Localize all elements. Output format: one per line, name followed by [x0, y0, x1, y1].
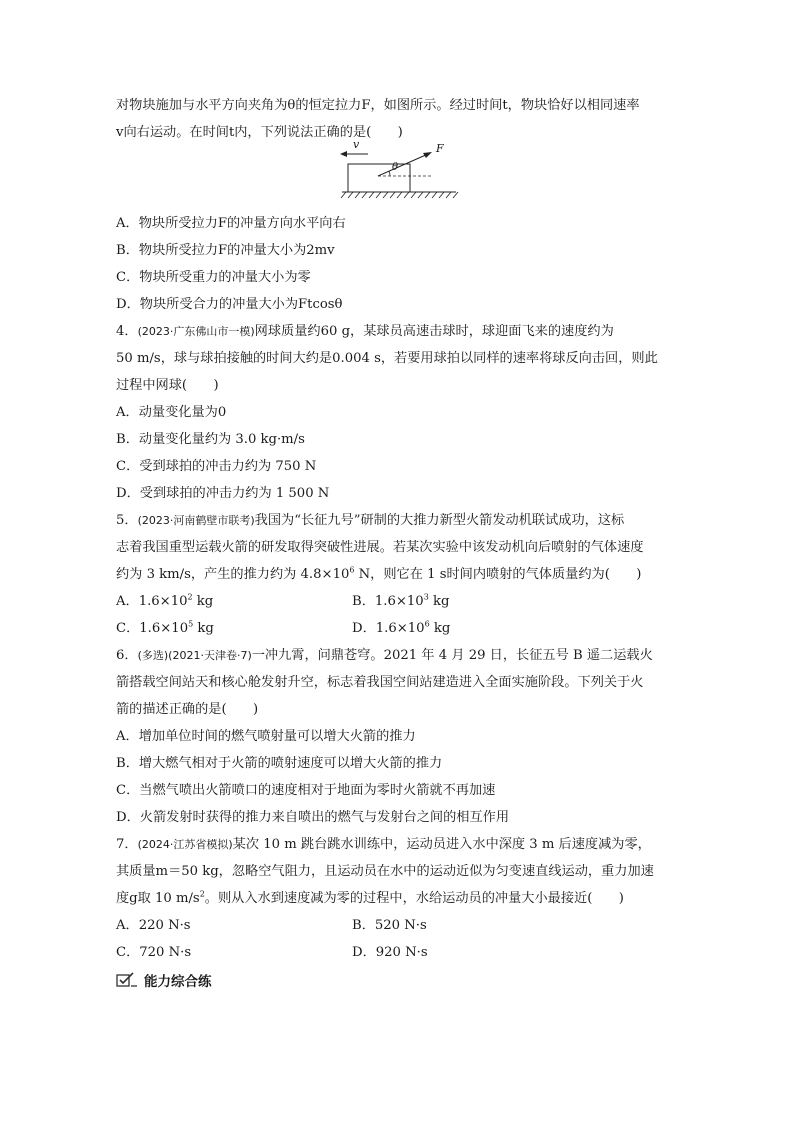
q4-stem-line-1: [116, 318, 676, 345]
q5-stem-text: 我国为“长征九号”研制的大推力新型火箭发动机联试成功，这标: [254, 513, 625, 528]
q5-option-a: A．$1.6\times 10^2$ kg: [116, 592, 214, 609]
q4-option-d: D．受到球拍的冲击力约为 1 500 N: [116, 486, 330, 501]
q6-stem-line-3: 箭的描述正确的是( ): [116, 702, 259, 717]
q4-stem-text: 网球质量约60 g，某球员高速击球时，球迎面飞来的速度约为: [254, 324, 614, 339]
q6-option-a: A．增加单位时间的燃气喷射量可以增大火箭的推力: [116, 729, 416, 744]
q3-option-c: C．物块所受重力的冲量大小为零: [116, 270, 311, 285]
q5-stem-line-2: 志着我国重型运载火箭的研发取得突破性进展。若某次实验中该发动机向后喷射的气体速度: [116, 540, 644, 555]
q5-stem-text-a: 约为 3 km/s，产生的推力约为 4.8×10: [116, 567, 350, 582]
figure-label-v: v: [353, 138, 360, 151]
section-title: 能力综合练: [144, 974, 212, 990]
q5-stem-text-b: N，则它在 1 s时间内喷射的气体质量约为( ): [354, 567, 642, 582]
q5-number: 5．: [116, 513, 138, 528]
q7-options-row-1: [116, 912, 676, 939]
q7-option-a: A．220 N·s: [116, 918, 191, 933]
q5-source: (2023·河南鹤壁市联考): [137, 514, 255, 527]
q6-option-c: C．当燃气喷出火箭喷口的速度相对于地面为零时火箭就不再加速: [116, 783, 496, 798]
q4-option-a: A．动量变化量为0: [116, 405, 227, 420]
q4-number: 4．: [116, 324, 138, 339]
q7-stem-text-b: 。则从入水到速度减为零的过程中，水给运动员的冲量大小最接近( ): [204, 891, 624, 906]
q6-stem-line-2: 箭搭载空间站天和核心舱发射升空，标志着我国空间站建造进入全面实施阶段。下列关于火: [116, 675, 644, 690]
q6-option-d: D．火箭发射时获得的推力来自喷出的燃气与发射台之间的相互作用: [116, 810, 510, 825]
q4-stem-line-2: 50 m/s，球与球拍接触的时间大约是0.004 s，若要用球拍以同样的速率将球反向击回，则此: [116, 351, 658, 366]
q4-option-b: B．动量变化量约为 3.0 kg·m/s: [116, 432, 305, 447]
q7-stem-text: 某次 10 m 跳台跳水训练中，运动员进入水中深度 3 m 后速度减为零，: [232, 837, 651, 852]
q7-exponent: 2: [199, 889, 205, 899]
section-header: [116, 970, 676, 990]
q7-source: (2024·江苏省模拟): [137, 838, 233, 851]
q5-option-d: D．$1.6\times 10^6$ kg: [352, 619, 451, 636]
q3-option-b: B．物块所受拉力F的冲量大小为2mv: [116, 243, 335, 258]
figure-label-F: F: [436, 142, 444, 155]
q5-exponent: 6: [349, 565, 355, 575]
q3-stem-line-1: 对物块施加与水平方向夹角为θ的恒定拉力F，如图所示。经过时间t，物块恰好以相同速率: [116, 98, 640, 113]
q7-stem-text-a: 度g取 10 m/s: [116, 891, 200, 906]
checklist-icon: [116, 972, 138, 988]
q5-options-row-2: [116, 615, 676, 642]
q7-number: 7．: [116, 837, 138, 852]
q6-source: (多选)(2021·天津卷·7): [137, 649, 252, 662]
q4-source: (2023·广东佛山市一模): [137, 325, 255, 338]
q7-stem-line-3: [116, 885, 676, 912]
q6-stem-text: 一冲九霄，问鼎苍穹。2021 年 4 月 29 日，长征五号 B 遥二运载火: [251, 648, 653, 663]
q7-options-row-2: [116, 939, 676, 966]
document-page: [116, 92, 676, 990]
q3-stem-line-2: v向右运动。在时间t内，下列说法正确的是( ): [116, 125, 403, 140]
q7-option-c: C．720 N·s: [116, 945, 192, 960]
q6-number: 6．: [116, 648, 138, 663]
q4-stem-line-3: 过程中网球( ): [116, 378, 219, 393]
q6-option-b: B．增大燃气相对于火箭的喷射速度可以增大火箭的推力: [116, 756, 443, 771]
q5-stem-line-3: [116, 561, 676, 588]
q5-option-c: C．$1.6\times 10^5$ kg: [116, 619, 214, 636]
q4-option-c: C．受到球拍的冲击力约为 750 N: [116, 459, 317, 474]
q7-stem-line-2: 其质量m＝50 kg，忽略空气阻力，且运动员在水中的运动近似为匀变速直线运动，重力加速: [116, 864, 654, 879]
q5-stem-line-1: [116, 507, 676, 534]
q5-options-row-1: [116, 588, 676, 615]
figure-label-theta: θ: [392, 162, 399, 173]
q5-option-b: B．$1.6\times 10^3$ kg: [352, 592, 450, 609]
block-force-diagram: [336, 146, 476, 208]
q3-option-a: A．物块所受拉力F的冲量方向水平向右: [116, 216, 346, 231]
q6-stem-line-1: [116, 642, 676, 669]
q7-option-d: D．920 N·s: [352, 945, 428, 960]
q3-figure: [116, 138, 676, 210]
q7-option-b: B．520 N·s: [352, 918, 427, 933]
q7-stem-line-1: [116, 831, 676, 858]
q3-option-d: D．物块所受合力的冲量大小为Ftcosθ: [116, 297, 343, 312]
